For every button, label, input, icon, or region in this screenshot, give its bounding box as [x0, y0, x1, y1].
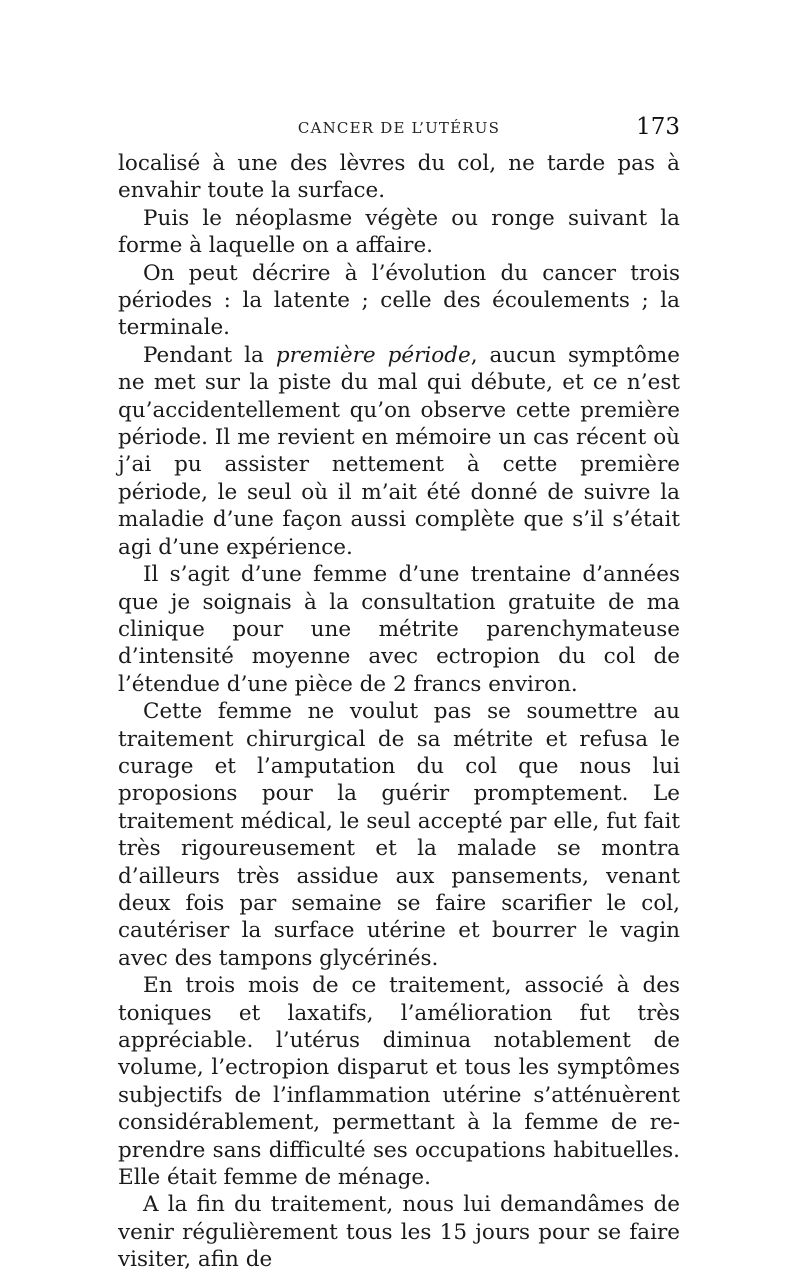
paragraph-4-rest: , aucun symptôme ne met sur la piste du mal qui débute, et ce n’est qu’accidentellement qu’on observe cette première période. Il me revient en mémoire un cas récent où j’ai pu assister nettement à cette première période, le seul où il m’ait été donné de suivre la maladie d’une façon aussi complète que s’il s’était agi d’une expérience.: [118, 342, 680, 560]
paragraph-3: On peut décrire à l’évolution du cancer trois périodes : la latente ; celle des écoulements ; la terminale.: [118, 260, 680, 341]
paragraph-4-start: Pendant la: [143, 342, 276, 368]
paragraph-5: Il s’agit d’une femme d’une trentaine d’années que je soignais à la consultation gratuite de ma clinique pour une métrite parenchymateuse d’intensité moyenne avec ectropion du col de l’étendue d’une pièce de 2 francs environ.: [118, 562, 680, 697]
page-number: 173: [636, 114, 680, 140]
page-header: [118, 114, 680, 142]
paragraph-6: Cette femme ne voulut pas se soumettre au traitement chirurgical de sa métrite et refusa le curage et l’amputation du col que nous lui proposions pour la guérir promptement. Le traitement médical, le seul accepté par elle, fut fait très rigoureusement et la malade se montra d’ailleurs très assidue aux pansements, venant deux fois par semaine se faire scarifier le col, cautériser la surface utérine et bourrer le vagin avec des tampons glycérinés.: [118, 699, 680, 971]
italic-term: première période: [275, 342, 471, 368]
paragraph-4: [118, 342, 680, 561]
paragraph-8: A la fin du traitement, nous lui demandâmes de venir régulièrement tous les 15 jours pour se faire visiter, afin de: [118, 1192, 680, 1273]
running-head: CANCER DE L’UTÉRUS: [297, 119, 501, 137]
body-text: [118, 150, 680, 1274]
paragraph-1: localisé à une des lèvres du col, ne tarde pas à envahir toute la surface.: [118, 151, 680, 204]
paragraph-2: Puis le néoplasme végète ou ronge suivant la forme à laquelle on a affaire.: [118, 205, 680, 259]
paragraph-7: En trois mois de ce traitement, associé à des toniques et laxatifs, l’amélioration fut très appréciable. l’utérus diminua notablement de volume, l’ectropion disparut et tous les symptômes subjectifs de l’inflammation utérine s’atténuèrent considérablement, permettant à la femme de reprendre sans difficulté ses occupations habituelles. Elle était femme de ménage.: [118, 973, 680, 1191]
